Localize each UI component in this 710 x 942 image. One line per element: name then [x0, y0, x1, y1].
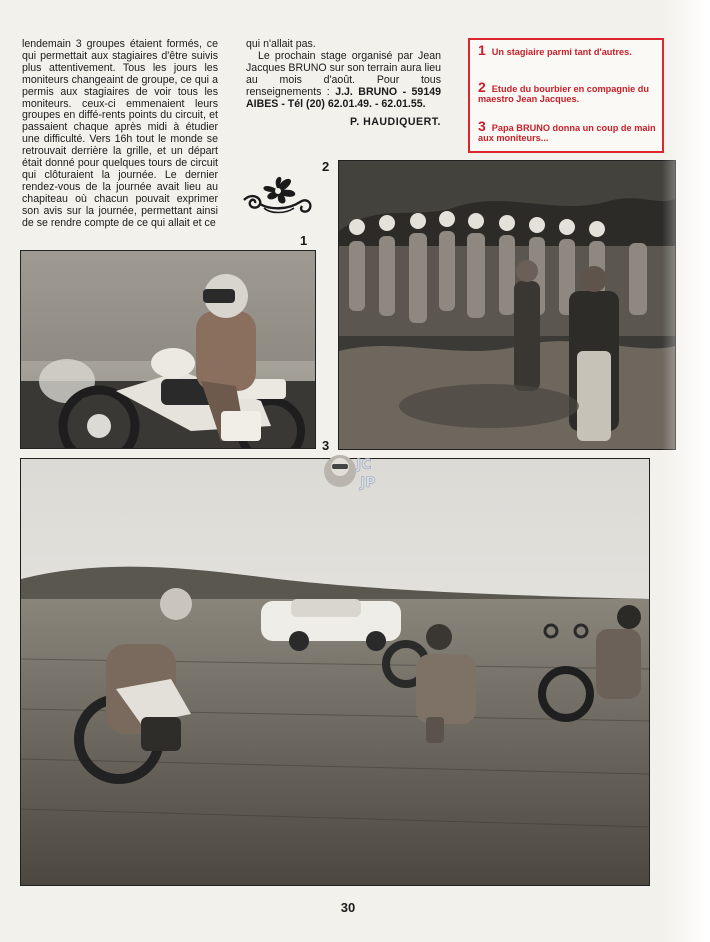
caption-1-number: 1 [478, 42, 486, 58]
photo-rider-motorcycle [20, 250, 316, 449]
floral-ornament-icon [240, 170, 316, 216]
author-signature: P. HAUDIQUERT. [350, 116, 441, 128]
photo-field-riders [20, 458, 650, 886]
svg-text:JC: JC [356, 457, 372, 473]
scanner-watermark-icon [320, 447, 390, 493]
contact-info: J.J. BRUNO - 59149 AIBES - Tél (20) 62.01.49. - 62.01.55. [246, 85, 441, 110]
svg-text:JP: JP [360, 475, 376, 491]
caption-1 [478, 42, 658, 58]
caption-2-number: 2 [478, 79, 486, 95]
caption-2-text: Etude du bourbier en compagnie du maestro Jean Jacques. [478, 84, 650, 105]
photo-2-number: 2 [322, 159, 330, 174]
caption-3 [478, 118, 660, 144]
photo-1-number: 1 [300, 233, 308, 248]
caption-3-number: 3 [478, 118, 486, 134]
caption-3-text: Papa BRUNO donna un coup de main aux moniteurs... [478, 123, 656, 144]
page-number: 30 [340, 900, 356, 915]
article-column-2 [246, 39, 441, 110]
caption-1-text: Un stagiaire parmi tant d'autres. [491, 47, 632, 57]
article-text-col2-paragraph [246, 51, 441, 111]
caption-2 [478, 79, 658, 105]
photo-mud-study [338, 160, 676, 450]
article-text-col1: lendemain 3 groupes étaient formés, ce qui permettait aux stagiaires d'être suivis plus attentivement. Tous les jours les moniteurs changeaint de groupe, ce qui a permis aux stagiaires de voir tous les moniteurs. ceux-ci emmenaient leurs groupes en diffé-rents points du circuit, et passaient chaque après midi à étudier une difficulté. Vers 16h tout le monde se retrouvait derrière la grille, et un départ était donné pour quelques tours de circuit qui clôturaient la journée. Le dernier rendez-vous de la journée avait lieu au chapiteau où chacun pouvait exprimer son avis sur la journée, permettant ainsi de se rendre compte de ce qui allait et ce [22, 38, 218, 229]
article-text-col2-line1: qui n'allait pas. [246, 38, 316, 50]
page-edge [662, 0, 710, 942]
article-column-1 [22, 39, 218, 230]
captions-box [468, 38, 664, 153]
article-text-col2-body: Le prochain stage organisé par Jean Jacques BRUNO sur son terrain aura lieu au mois d'août. Pour tous renseignements : [246, 49, 441, 98]
photo-3-number: 3 [322, 438, 330, 453]
